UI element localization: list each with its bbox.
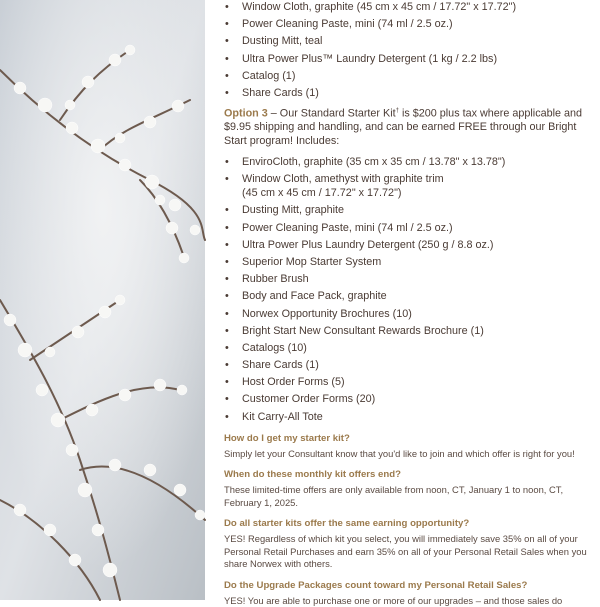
option3-paragraph — [224, 105, 594, 148]
faq-answer: YES! You are able to purchase one or more of our upgrades – and those sales do — [224, 594, 563, 606]
list-item: • Customer Order Forms (20) — [224, 392, 594, 406]
faq-question: When do these monthly kit offers end? — [224, 469, 401, 481]
list-item: • Norwex Opportunity Brochures (10) — [224, 307, 594, 321]
document-content — [224, 0, 594, 606]
option3-item-list — [224, 155, 594, 424]
list-item: • Kit Carry-All Tote — [224, 410, 594, 424]
list-item: • Bright Start New Consultant Rewards Brochure (1) — [224, 324, 594, 338]
list-item: • Ultra Power Plus Laundry Detergent (250 g / 8.8 oz.) — [224, 238, 594, 252]
list-item-line-1: Window Cloth, amethyst with graphite trim — [242, 173, 444, 186]
list-item: • Dusting Mitt, teal — [224, 34, 594, 48]
list-item: • Window Cloth, graphite (45 cm x 45 cm / 17.72" x 17.72") — [224, 0, 594, 14]
list-item — [224, 172, 594, 200]
frosted-branches-photo — [0, 0, 205, 600]
list-item: • Power Cleaning Paste, mini (74 ml / 2.5 oz.) — [224, 17, 594, 31]
option3-label: Option 3 — [224, 107, 268, 120]
option3-text-a: – Our Standard Starter Kit — [267, 107, 396, 120]
faq-question: Do all starter kits offer the same earning opportunity? — [224, 518, 470, 530]
list-item-line-2: (45 cm x 45 cm / 17.72" x 17.72") — [242, 187, 402, 200]
option3-text-b: is $200 plus tax where applicable and $9.95 shipping and handling, and can be earned FREE through our Bright Start program! Includes: — [224, 107, 583, 147]
list-item: • Rubber Brush — [224, 272, 594, 286]
list-item: • Superior Mop Starter System — [224, 255, 594, 269]
faq-question: How do I get my starter kit? — [224, 432, 350, 444]
list-item: • Body and Face Pack, graphite — [224, 289, 594, 303]
option2-item-list — [224, 0, 594, 100]
faq-answer: Simply let your Consultant know that you'd like to join and which offer is right for you! — [224, 447, 575, 459]
list-item: • Share Cards (1) — [224, 86, 594, 100]
faq-question: Do the Upgrade Packages count toward my Personal Retail Sales? — [224, 579, 528, 591]
list-item: • Share Cards (1) — [224, 358, 594, 372]
dagger-mark: † — [395, 107, 399, 114]
list-item: • Dusting Mitt, graphite — [224, 203, 594, 217]
list-item: • Power Cleaning Paste, mini (74 ml / 2.5 oz.) — [224, 221, 594, 235]
list-item: • EnviroCloth, graphite (35 cm x 35 cm / 13.78" x 13.78") — [224, 155, 594, 169]
faq-answer: YES! Regardless of which kit you select, you will immediately save 35% on all of your Personal Retail Purchases and earn 35% on all of your Personal Retail Sales when you share Norwex with others. — [224, 533, 587, 570]
list-item: • Ultra Power Plus™ Laundry Detergent (1 kg / 2.2 lbs) — [224, 52, 594, 66]
faq-answer: These limited-time offers are only available from noon, CT, January 1 to noon, CT, February 1, 2025. — [224, 484, 564, 508]
list-item: • Catalogs (10) — [224, 341, 594, 355]
list-item: • Host Order Forms (5) — [224, 375, 594, 389]
list-item: • Catalog (1) — [224, 69, 594, 83]
